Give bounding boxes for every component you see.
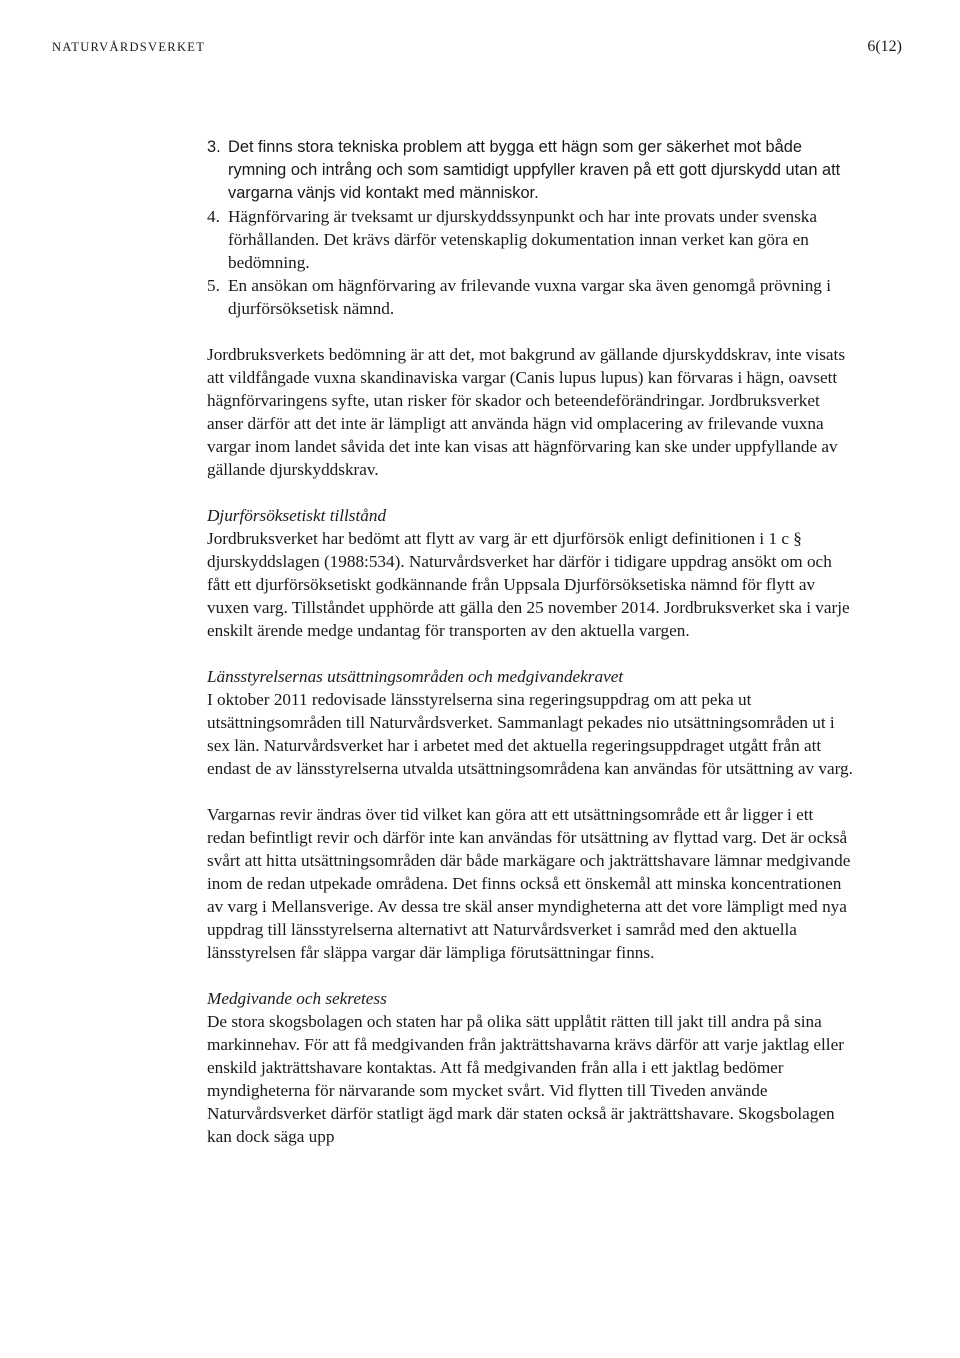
list-item-text: Hägnförvaring är tveksamt ur djurskyddssynpunkt och har inte provats under svenska förhållanden. Det krävs därför vetenskaplig dokumentation innan verket kan göra en bedömning.: [228, 207, 818, 272]
list-item-text: Det finns stora tekniska problem att bygga ett hägn som ger säkerhet mot både rymning och intrång och som samtidigt uppfyller kraven på ett gott djurskydd utan att vargarna vänjs vid kontakt med människor.: [228, 138, 841, 202]
section-animal-ethics: [207, 504, 855, 642]
numbered-list: [207, 136, 855, 320]
section-paragraph: De stora skogsbolagen och staten har på olika sätt upplåtit rätten till jakt till andra på sina markinnehav. För att få medgivanden från jakträttshavarna krävs därför att varje jaktlag eller enskild jakträttshavare kontaktas. Att få medgivanden från alla i ett jaktlag bedömer myndigheterna för närvarande som mycket svårt. Vid flytten till Tiveden använde Naturvårdsverket därför statligt ägd mark där staten också är jakträttshavare. Skogsbolagen kan dock säga upp: [207, 1012, 844, 1146]
list-item-number: 5.: [207, 276, 220, 295]
page-number: 6(12): [867, 38, 902, 55]
section-paragraph: Vargarnas revir ändras över tid vilket kan göra att ett utsättningsområde ett år ligger i ett redan befintligt revir och därför inte kan användas för utsättning av flyttad varg. Det är också svårt att hitta utsättningsområden där både markägare och jakträttshavare lämnar medgivande inom de redan utpekade områdena. Det finns också ett önskemål att minska koncentrationen av varg i Mellansverige. Av dessa tre skäl anser myndigheterna att det vore lämpligt med nya uppdrag till länsstyrelserna alternativt att Naturvårdsverket i samråd med den aktuella länsstyrelsen får släppa vargar där lämpliga förutsättningar finns.: [207, 805, 851, 962]
section-heading: Länsstyrelsernas utsättningsområden och medgivandekravet: [207, 667, 624, 686]
section-paragraph: I oktober 2011 redovisade länsstyrelserna sina regeringsuppdrag om att peka ut utsättningsområden till Naturvårdsverket. Sammanlagt pekades nio utsättningsområden ut i sex län. Naturvårdsverket har i arbetet med det aktuella regeringsuppdraget utgått från att endast de av länsstyrelserna utvalda utsättningsområdena kan användas för utsättning av varg.: [207, 690, 853, 778]
agency-name: NATURVÅRDSVERKET: [52, 40, 206, 54]
section-heading: Medgivande och sekretess: [207, 989, 387, 1008]
assessment-paragraph: Jordbruksverkets bedömning är att det, mot bakgrund av gällande djurskyddskrav, inte visats att vildfångade vuxna skandinaviska vargar (Canis lupus lupus) kan förvaras i hägn, oavsett hägnförvaringens syfte, utan risker för skador och beteendeförändringar. Jordbruksverket anser därför att det inte är lämpligt att använda hägn vid omplacering av frilevande vuxna vargar inom landet såvida det inte kan visas att hägnförvaring kan ske under uppfyllande av gällande djurskyddskrav.: [207, 345, 846, 479]
section-paragraph: Jordbruksverket har bedömt att flytt av varg är ett djurförsök enligt definitionen i 1 c § djurskyddslagen (1988:534). Naturvårdsverket har därför i tidigare uppdrag ansökt om och fått ett djurförsöksetiskt godkännande från Uppsala Djurförsöksetiska nämnd för flytt av vuxen varg. Tillståndet upphörde att gälla den 25 november 2014. Jordbruksverket ska i varje enskilt ärende medge undantag för transporten av den aktuella vargen.: [207, 529, 850, 640]
list-item: [207, 205, 855, 274]
document-body: [207, 136, 855, 1148]
section-consent-confidentiality: [207, 987, 855, 1148]
page-header: [52, 38, 902, 60]
list-item: [207, 136, 855, 205]
list-item-number: 3.: [207, 138, 221, 156]
section-heading: Djurförsöksetiskt tillstånd: [207, 506, 387, 525]
list-item-text: En ansökan om hägnförvaring av frilevande vuxna vargar ska även genomgå prövning i djurförsöksetisk nämnd.: [228, 276, 831, 318]
list-item: [207, 274, 855, 320]
section-release-areas: [207, 665, 855, 964]
list-item-number: 4.: [207, 207, 220, 226]
